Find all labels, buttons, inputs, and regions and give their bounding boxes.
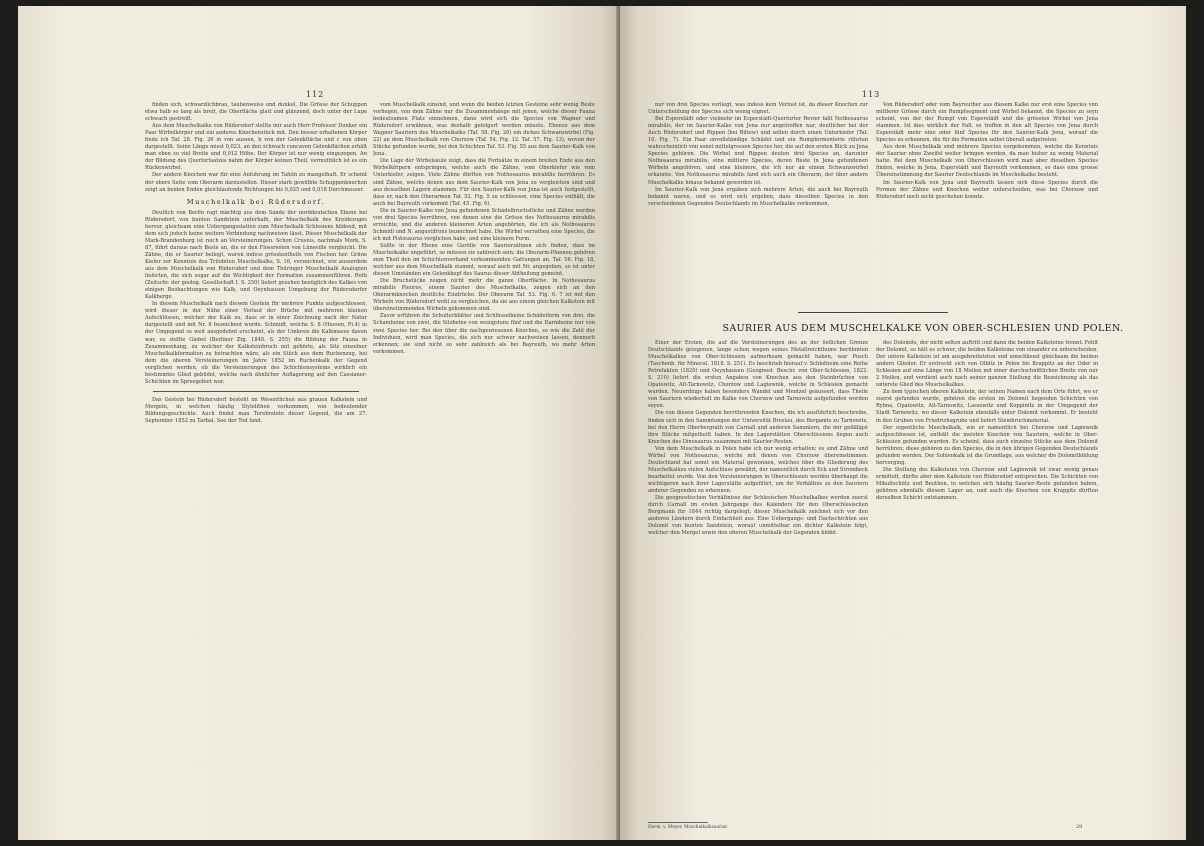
right-bottom-column-1: [648, 340, 868, 815]
page-number-right: 113: [862, 90, 881, 99]
paragraph: Im Saurier-Kalk von Jena ergaben sich mehrere Arten, die auch bei Bayreuth bekannt waren, und es wird sich ergeben, dass dieselben Species in den verschiedenen Gegenden Deutschlands im Muschelkalke vorkommen.: [648, 186, 868, 207]
right-top-column-1: [648, 102, 868, 312]
section-divider: [153, 391, 359, 392]
left-page: [18, 6, 620, 840]
left-column-2: [373, 102, 595, 835]
paragraph: Die Bruchstücke zeigen nicht mehr die ganze Oberfläche. In Nothosaurus mirabilis Pleuros, einem Saurier des Muschelkalks, zeigen sich an den Oberarmknochen deutliche Eindrücke. Der Oberarm Taf. 53. Fig. 6. 7 ist mit den Wirbeln von Rüdersdorf wohl zu vergleichen, da sie aus einem gleichen Kalkstein mit übereinstimmenden Wirbeln gekommen sind.: [373, 278, 595, 313]
paragraph: finden sich, schwarzlichbrau, taubenweiss und dunkel, Die Grösse der Schuppen etwa halb so lang als breit, die Oberfläche glatt und glänzend, doch unter der Lupe schwach gestreift.: [145, 102, 367, 123]
book-spread: [18, 6, 1186, 840]
paragraph: Aus dem Muschelkalk sind mehrere Species vorgekommen, welche die Kenntnis der Saurier ohne Zweifel weiter bringen werden, da man bisher zu wenig Material hatte. Bei dem Muschelkalk von Oberschlesien wird man aber dieselben Species finden, welche in Jena, Esperstädt und Bayreuth vorkommen, so dass eine grosse Übereinstimmung der Saurier Deutschlands im Muschelkalke besteht.: [876, 144, 1098, 179]
footnote: Herm. v. Meyer, Muschelkalksaurier.: [648, 825, 729, 830]
paragraph: Sollte in der Ebene eine Gerölle von Saurierzähnen sich finden, dass im Muschelkalke ungeführt, so müssen sie zahlreich sein; die Oberarm-Pfannen gehören zum Theil den im Schichtenverband vorkommenden Gattungen an. Taf. 56. Fig. 18, welcher aus dem Muschelkalk stammt, worauf auch mit Nr. angegeben, so ist unter diesen Umständen ein Gelenkkopf des Saurus dieser Abtheilung gemeint.: [373, 242, 595, 278]
footnote-rule: [648, 822, 708, 823]
paragraph: Von dem Muschelkalk in Polen habe ich nur wenig erhalten; es sind Zähne und Wirbel von Nothosaurus, welche mit denen von Chorzow übereinstimmen. Deutschland hat somit ein Material gewonnen, welches über die Gliederung des Muschelkalkes vielen Aufschluss gewährt, der namentlich durch Eck und Strombeck bearbeitet wurde. Von den Versteinerungen in Oberschlesien werden überhaupt die wichtigeren nach ihrer Lagerstätte aufgeführt, um ihr Verhältnis zu den Sauriern anderer Gegenden zu erkennen.: [648, 445, 868, 494]
right-page: [620, 6, 1186, 840]
paragraph: Die Lage der Wirbelsäule zeigt, dass die Fortsätze in einem breiten Ende aus den Wirbelkörpern entspringen, welche auch die Zähne, vom Oberkiefer wie vom Unterkiefer, zeigen. Viele Zähne dürften von Nothosaurus mirabilis herrühren. Es sind Zähne, welche denen aus dem Saurier-Kalk von Jena zu vergleichen sind und aus denselben Lagern stammen. Für den Saurier-Kalk von Jena ist auch festgestellt, dass er, nach den Oberarmen Taf. 52. Fig. 5 zu schliessen, eine Species enthält, die auch bei Bayreuth vorkommt (Taf. 45. Fig. 6).: [373, 158, 595, 207]
left-column-1: [145, 102, 367, 835]
right-bottom-column-2: [876, 340, 1098, 818]
paragraph: Zu dem typischen oberen Kalkstein, der seinen Namen nach dem Orte führt, wo er zuerst gefunden wurde, gehören die ersten im Dolomit liegenden Schichten von Rybna, Opatowitz, Alt-Tarnowitz, Lassowitz und Koppinitz in der Umgegend der Stadt Tarnowitz, wo dieser Kalkstein ebenfalls unter Dolomit vorkommt. Er besteht in den Gruben von Friedrichsgrube und liefert Steinbruchmaterial.: [876, 389, 1098, 424]
paragraph: Die Stellung des Kalksteins von Chorzow und Lagiewnik ist zwar wenig genau ermittelt, dürfte aber dem Kalkstein von Rüdersdorf entsprechen. Die Schichten von Mikultschütz und Beuthen, in welchen sich häufig Saurier-Reste gefunden haben, gehören ebenfalls diesem Lager an, und auch die Knochen von Krappitz dürften derselben Schicht entstammen.: [876, 466, 1098, 502]
paragraph: vom Muschelkalk einsind, und wenn die beiden letzten Gesteine sehr wenig Reste vorliegen, von dem Zähne nur die Zusammenhänge mit jenen, welche dieser Fauna bedeutsamen Platz einnehmen, dann wird sich die Species von Wagner und Rüdersdorf erwähnen, was deshalb gefolgert werden müsste. Ebenso aus dem Wagner Sauriern des Muschelkalks (Taf. 58. Fig. 20) ein dickes Schwanzwirbel (Fig. 22) an dem Muschelkalk von Chorzow (Taf. 54. Fig. 12. Taf. 57. Fig. 13), wovon der Stücke gefunden wurde, bei den Schichten Taf. 53. Fig. 55 aus dem Saurier-Kalk von Jena.: [373, 102, 595, 158]
paragraph: Die in Saurier-Kalke von Jena gefundenen Schädelbruchstücke und Zähne werden von drei Species herrühren, von denen eine die Grösse des Nothosaurus mirabilis erreichte, und die anderen kleineren Arten angehörten, die ich als Nothosaurus Schmidi und N. angustifrons bezeichnet habe. Die Wirbel verrathen eine Species, die ich mit Pistosaurus verglichen habe, und eine kleinere Form.: [373, 207, 595, 242]
paragraph: nur von drei Species vorliegt, was indess kein Verlust ist, da dieser Knochen zur Unterscheidung der Species sich wenig eignet.: [648, 102, 868, 116]
paragraph: Die von diesen Gegenden herrührenden Knochen, die ich ausführlich beschreibe, finden sich in den Sammlungen der Universität Breslau, des Bergamts zu Tarnowitz, bei den Herrn Oberbergrath von Carnall und anderen Sammlern, die mir gefälligst ihre Stücke mitgetheilt haben. In den Lagerstätten Oberschlesiens liegen auch Knochen des Dinosaurus zusammen mit Saurier-Resten.: [648, 410, 868, 445]
paragraph: Im Saurier-Kalk von Jena und Bayreuth lassen sich diese Species durch die Formen der Zähne und Knochen weiter unterscheiden, was bei Chorzow und Rüdersdorf noch nicht geschehen konnte.: [876, 179, 1098, 200]
paragraph: Zuvor erführen die Schulterblätter und Schlüsselbeine Schädelform von drei, die Schambeine von zwei, die Sitzbeine von wenigstens fünf und die Darmbeine nur von zwei Species her. Bei den über die nachgewiesenen Knochen, so wie die Zahl der Individuen, wird man Species, die sich nur schwer nachweisen lassen, dennoch erkennen; sie sind nicht so sehr zahlreich als bei Bayreuth, wo mehr Arten vorkommen.: [373, 313, 595, 355]
paragraph: des Dolomits, der nicht selten auftritt und dann die beiden Kalksteine trennt. Fehlt der Dolomit, so hält es schwer, die beiden Kalksteine von einander zu unterscheiden. Der untere Kalkstein ist am ausgebreitetsten und umschliesst gleichsam die beiden andern Glieder. Er erstreckt sich von Olbitz in Polen bis Krappitz an der Oder in Schlesien auf eine Länge von 18 Meilen mit einer durchschnittlichen Breite von nur 2 Meilen, und verdient auch nach seiner ganzen Stellung die Bezeichnung als das unterste Glied des Muschelkalkes.: [876, 340, 1098, 389]
paragraph: Die geognostischen Verhältnisse der Schlesischen Muschelkalkes werden zuerst durch Carnall im ersten Jahrgange des Kalenders für den Oberschlesischen Bergmann für 1844 richtig dargelegt; dieser Muschelkalk zeichnet sich vor den anderen Ländern durch Einfachheit aus. Eine Uebergangs- und Dachschichten aus Dolomit von bunten Sandstein, worauf unmittelbar ein dichter Kalkstein folgt, welcher den Mergel sowie den oberen Muschelkalk der Gegenden bildet.: [648, 495, 868, 537]
paragraph: Der eigentliche Muschelkalk, wie er namentlich bei Chorzow und Lagiewnik aufgeschlossen ist, enthält die meisten Knochen von Sauriern, welche in Ober-Schlesien gefunden wurden. Es scheint, dass auch einzelne Stücke aus dem Dolomit herrühren; diese gehören zu den Species, die in den übrigen Gegenden Deutschlands gefunden werden. Der Sohlenkalk ist die Grundlage, aus welcher die Dolomitbildung hervorging.: [876, 424, 1098, 466]
paragraph: Bei Esperstädt oder vielmehr im Esperstädt-Querfurter Revier fallt Nothosaurus mirabilis, der im Saurier-Kalke von Jena nur angetroffen war, deutlicher bei der Auch Rüdersdorf und Rippen (bei Bütow) und selten durch einen Unterkiefer (Taf. 10. Fig. 7). Ein Paar unvollständige Schädel und ein Rumpfermenterie rührten wahrscheinlich von sonst mittelgrossen Species her, die auf den ersten Blick zu Jena Species gehören. Die Wirbel und Rippen deuten drei Species an, darunter Nothosaurus mirabilis, eine mittlere Species, deren Reste in Jena gefundenen Wirbeln angehören, und eine kleinere, die ich nur an einem Schwanzwirbel erkannte. Von Nothosaurus mirabilis fand sich auch ein Oberarm, der über andere Muschelkalke hinaus bekannt geworden ist.: [648, 116, 868, 186]
paragraph: Aus dem Muschelkalke von Rüdersdorf stellte mir auch Herr Professor Dunker ein Paar Wirbelkörper und ein anderes Knochenstück mit. Den besser erhaltenen Körper finde ich Taf. 28. Fig. 26 in von aussen, b von der Gelenkfläche und c von oben dargestellt. Seine Länge misst 0,023, an den schwach concaven Gelenkflächen erhält man eben so viel Breite und 0,012 Höhe. Der Körper ist nur wenig eingezogen. An der Bildung des Querfortsatzes nahm der Körper keinen Theil, vermuthlich ist es ein Rückenwirbel.: [145, 123, 367, 172]
paragraph: Einer der Ersten, die auf die Versteinerungen des an der östlichen Grenze Deutschlands gelegenen, lange schon wegen seines Metallreichthums berühmten Muschelkalkes von Ober-Schlesien aufmerksam gemacht haben, war Pusch (Taschenb. für Mineral. 1818. S. 251). Es beschrieb hierauf v. Schlotheim eine Reihe Petrefakten (1820) und Oeynhausen (Geognost. Beschr. von Ober-Schlesien, 1822. S. 210) liefert die ersten Angaben von Knochen aus den Steinbrüchen von Opatowitz, Alt-Tarnowitz, Chorzow und Lagiewnik, welche in Schlesien gemacht wurden. Neuerdings haben besonders Wandel und Mentzel geäussert, dass Theile von Sauriern wiederholt im Kalke von Chorzow und Tarnowitz aufgefunden worden seyen.: [648, 340, 868, 410]
paragraph: In diesem Muschelkalk nach diesem Gestein für mehrere Punkte aufgeschlossen, wird dieser in der Nähe einer Verlauf der Brüche mit mehreren kleinen Aufschlüssen, welcher der Kalk zu, dass er in einer Zeichnung nach der Natur dargestellt und mit Nr. 8 bezeichnet wurde. Schmidt, welche S. 8 (Hessen, Pl.4) in der Umgegend so weit ausgedehnt erscheint, als der Umkreis die Kalkmasse davon war, so stellte Giebel (Berliner Ztg. 1848. S. 255) die Bildung der Fauna in Zusammenhang, zu welcher der Kalksteinbruch mit gehörte, als Sitz einzelner Muschelkalkformation zu betrachten wäre, als ein Stück aus dem Ruchenzug, bei dem die oberen Versteinerungen im Jahre 1852 im Ruchenkalk der Gegend verglichen werden, ob die Versteinerungen des Schichtensystems wirklich ein bestimmtes Glied gebildet, welche nach ähnlicher Auflagerung auf den Cassianer-Schichten im Spreegebiet war.: [145, 301, 367, 385]
page-number-left: 112: [306, 90, 325, 99]
paragraph: Das Gestein bei Rüdersdorf besteht im Wesentlichen aus grauen Kalkstein und Mergeln, in welchen häufig Stylolithen vorkommen, von bedeutender Bildungsgeschichte. Auch findet man Terebrateln dieser Gegend, die am 27. September 1852 zu Tarbal. See der Tod fand.: [145, 396, 367, 424]
paragraph: Deutlich von Berlin ragt mächtig aus dem Sande der norddeutschen Ebene bei Rüdersdorf, von bunten Sandstein unterhalb, der Muschelkalk des Kreidezuges hervor, gleichsam eine Uebergangsstation zum Muschelkalk Schlesiens hildend, mit dem sich jedoch keine weitere Verbindung nachweisen lässt. Dieser Muschelkalk der Mark-Brandenburg ist reich an Versteinerungen. Schon Crusius, nachmals Mork, S. 87, führt daraus nach Beste an, die er den Flossresten von Lüneville vergleicht. Die Zähne, die er Saurier beilegt, waren indess grösstentheils von Fischen her. Grüne Kiefer zur Kenntnis des Trilobiten Muschelkalks, S. 16, verzeichnet, wie ausserdem aus dem Muschelkalk von Rüdersdorf und dem Thüringer Muschelkalk Analogien lieferten, die sich sogar auf die Wichtigkeit der Formation zusammenführen. Roth (Zeitschr. der geolog. Gesellschaft I. S. 250) liefert gesehen bezüglich des Kalkes von einigen Beobachtungen wie Kalk, und Oeynhausen Umgebung der Rüdersdorfer Kalkberge.: [145, 209, 367, 301]
section-title: Muschelkalk bei Rüdersdorf.: [186, 197, 326, 206]
heading-rule: [798, 312, 948, 313]
chapter-heading: SAURIER AUS DEM MUSCHELKALKE VON OBER-SCHLESIEN UND POLEN.: [722, 323, 1124, 334]
signature-mark: 29: [1076, 824, 1083, 830]
right-top-column-2: [876, 102, 1098, 252]
paragraph: Der andere Knochen war für eine Anfuhrung im Tafeln zu mangelhaft. Er scheint der obere Seite vom Oberarm darzustellen. Dieser stark gewölbte Schuppenknochen zeigt an beiden Enden gleichlaufende Richtungen bis 0,025 und 0,018 Durchmesser.: [145, 172, 367, 193]
footnote-block: [648, 818, 868, 830]
paragraph: Von Rüdersdorf oder vom Bayreuther aus diesem Kalke nur erst eine Species von mittlerer Grösse durch ein Rumpfsegment und Wirbel bekannt, die Species zu seyn scheint, von der der Rumpf von Esperstädt und die grössten Wirbel von Jena stammen. Ist dies wirklich der Fall, so treffen in den alt Species von Jena durch Esperstädt mehr eine oder fünf Species für den Saurier-Kalk Jena, worauf die Species zu erkennen, die für die Formation selbst überall aufgetreten.: [876, 102, 1098, 144]
